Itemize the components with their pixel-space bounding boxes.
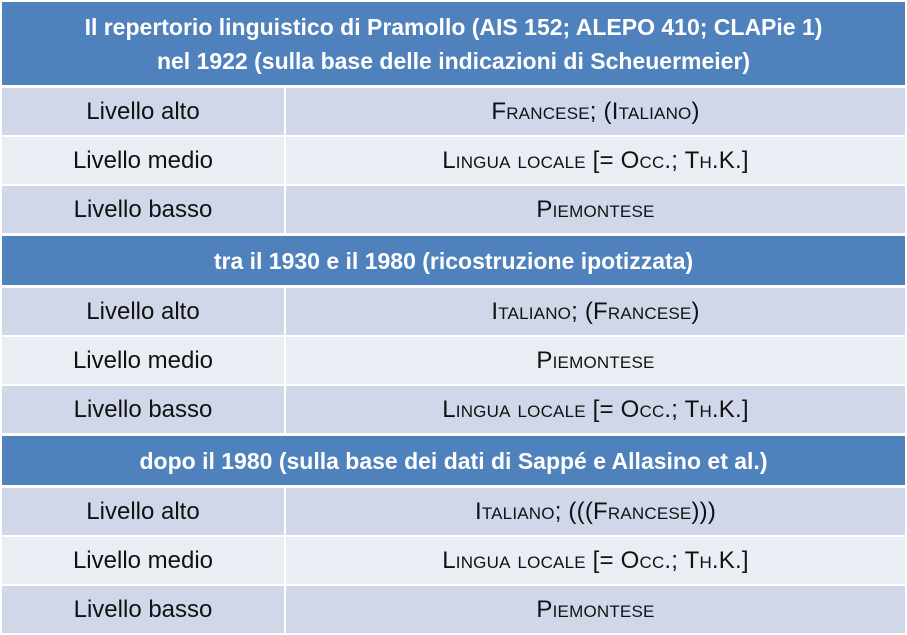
- table-row: [2, 488, 905, 537]
- level-label: Livello basso: [2, 586, 286, 633]
- section-title-line2: nel 1922 (sulla base delle indicazioni di Scheuermeier): [156, 47, 751, 74]
- level-label: Livello alto: [2, 288, 286, 335]
- language-value: Lingua locale [= Occ.; Th.K.]: [442, 546, 749, 574]
- table-row: [2, 386, 905, 436]
- language-value: Piemontese: [536, 595, 655, 623]
- table-row: [2, 586, 905, 635]
- language-value: Lingua locale [= Occ.; Th.K.]: [442, 146, 749, 174]
- section-title: tra il 1930 e il 1980 (ricostruzione ipotizzata): [213, 247, 694, 274]
- level-label: Livello medio: [2, 137, 286, 184]
- level-label: Livello alto: [2, 88, 286, 135]
- language-value: Italiano; (((Francese))): [474, 497, 717, 525]
- section-title: dopo il 1980 (sulla base dei dati di Sappé e Allasino et al.): [139, 447, 768, 474]
- level-label: Livello basso: [2, 386, 286, 433]
- repertoire-table: [2, 2, 905, 635]
- table-row: [2, 137, 905, 186]
- level-label: Livello basso: [2, 186, 286, 233]
- table-row: [2, 537, 905, 586]
- language-value: Lingua locale [= Occ.; Th.K.]: [442, 395, 749, 423]
- language-value: Francese; (Italiano): [491, 97, 700, 125]
- language-value: Piemontese: [536, 346, 655, 374]
- level-label: Livello medio: [2, 537, 286, 584]
- level-label: Livello alto: [2, 488, 286, 535]
- table-row: [2, 288, 905, 337]
- table-row: [2, 88, 905, 137]
- section-header-after-1980: [2, 436, 905, 488]
- section-title-line1: Il repertorio linguistico di Pramollo (AIS 152; ALEPO 410; CLAPie 1): [84, 13, 823, 40]
- level-label: Livello medio: [2, 337, 286, 384]
- section-header-1922: [2, 2, 905, 88]
- table-row: [2, 186, 905, 236]
- language-value: Italiano; (Francese): [491, 297, 700, 325]
- section-header-1930-1980: [2, 236, 905, 288]
- language-value: Piemontese: [536, 195, 655, 223]
- table-row: [2, 337, 905, 386]
